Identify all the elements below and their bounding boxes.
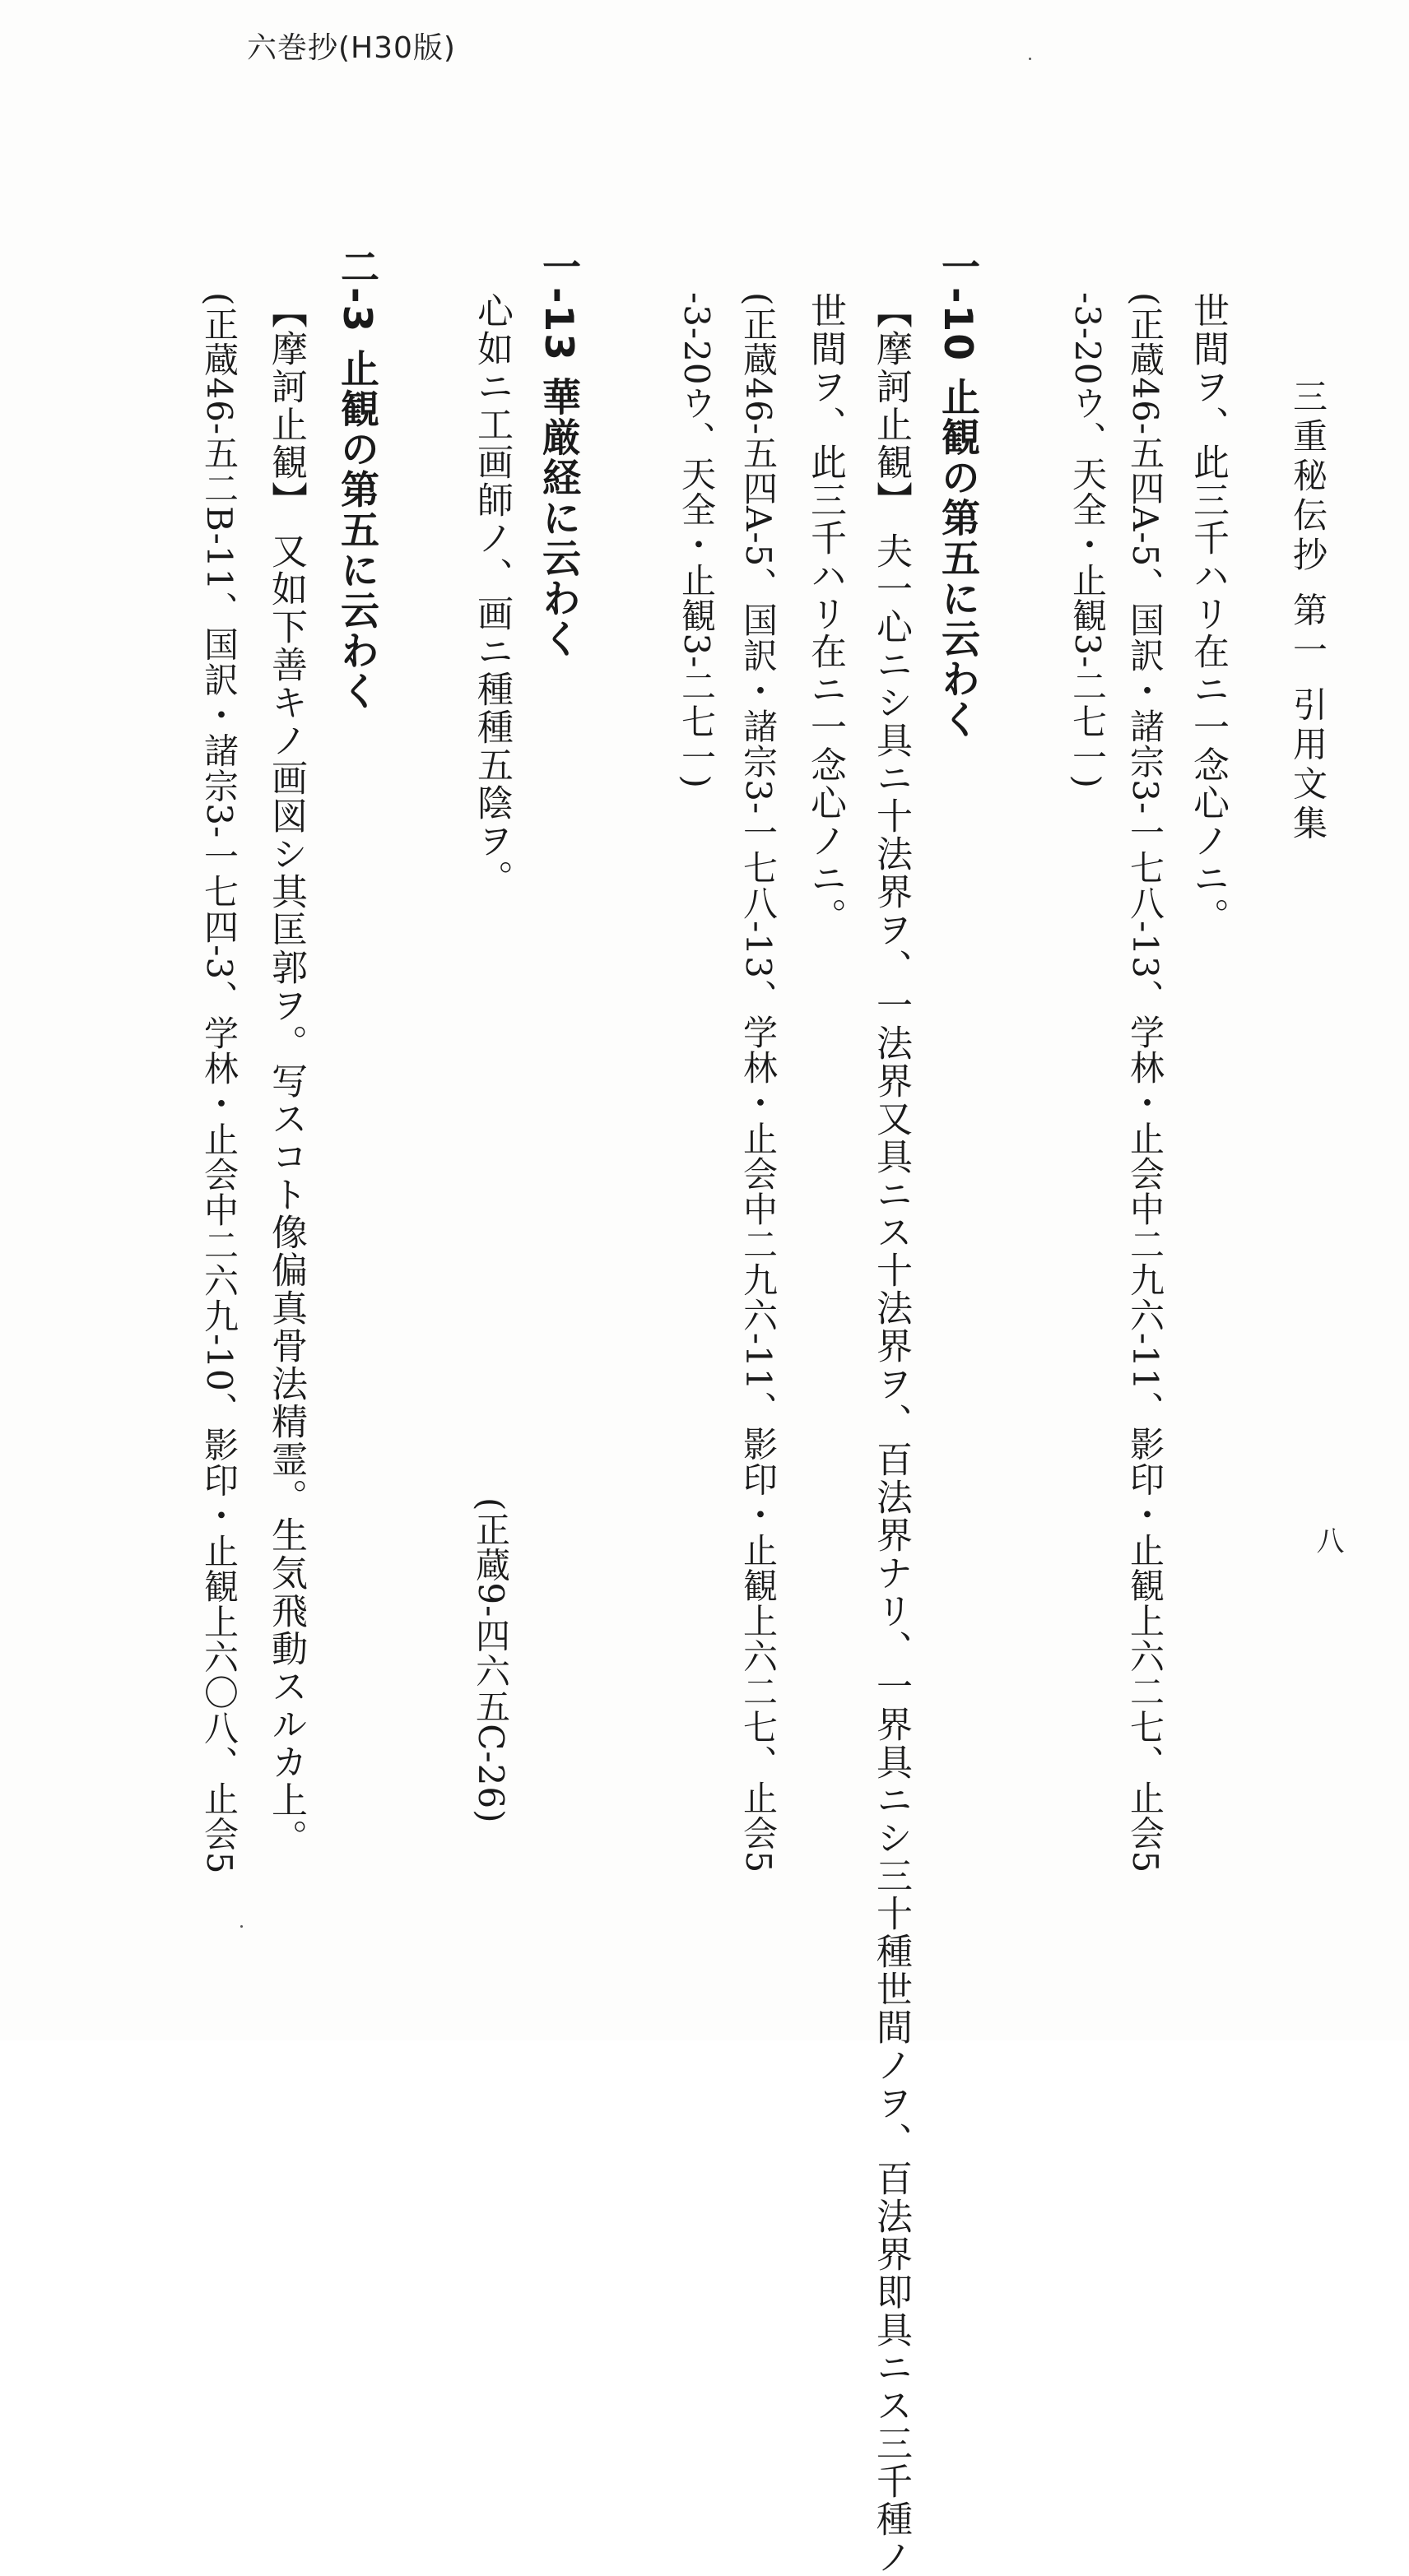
text-line: 【摩訶止観】 夫一心ニシ具ニ十法界ヲ、一法界又具ニス十法界ヲ、百法界ナリ、一界具ニシ三十種世間ノヲ、百法界即具ニス三千種ノ [870,292,912,2576]
scan-speck [1029,58,1031,60]
section-heading: 二-3 止観の第五に云わく [334,247,379,712]
citation-line: (正蔵46-五四A-5、国訳・諸宗3-一七八-13、学林・止会中二九六-11、影印・止観上六二七、止会5 [738,292,779,1874]
citation-line: -3-20ウ、天全・止観3-二七一) [1067,292,1108,789]
text-line: 【摩訶止観】 又如下善キノ画図シ其匡郭ヲ。写スコト像偏真骨法精霊。生気飛動スルカ上。 [265,292,307,1857]
citation-line: (正蔵46-五二B-11、国訳・諸宗3-一七四-3、学林・止会中二六九-10、影印・止観上六〇八、止会5 [199,292,239,1875]
text-line: 心如ニ工画師ノ、画ニ種種五陰ヲ。 [471,292,513,898]
header-tag: 六巻抄(H30版) [247,31,456,65]
running-header: 三重秘伝抄 第一 引用文集 [1288,378,1328,845]
citation-line: (正蔵9-四六五C-26) [471,1497,511,1824]
section-heading: 一-13 華厳経に云わく [536,247,581,660]
text-line: 世間ヲ、此三千ハリ在ニ一念心ノニ。 [804,292,846,935]
citation-line: -3-20ウ、天全・止観3-二七一) [677,292,717,789]
text-line: 世間ヲ、此三千ハリ在ニ一念心ノニ。 [1187,292,1229,935]
page-number: 八 [1311,1526,1344,1554]
section-heading: 一-10 止観の第五に云わく [935,247,980,740]
citation-line: (正蔵46-五四A-5、国訳・諸宗3-一七八-13、学林・止会中二九六-11、影印・止観上六二七、止会5 [1125,292,1165,1874]
scan-speck [240,1925,243,1928]
